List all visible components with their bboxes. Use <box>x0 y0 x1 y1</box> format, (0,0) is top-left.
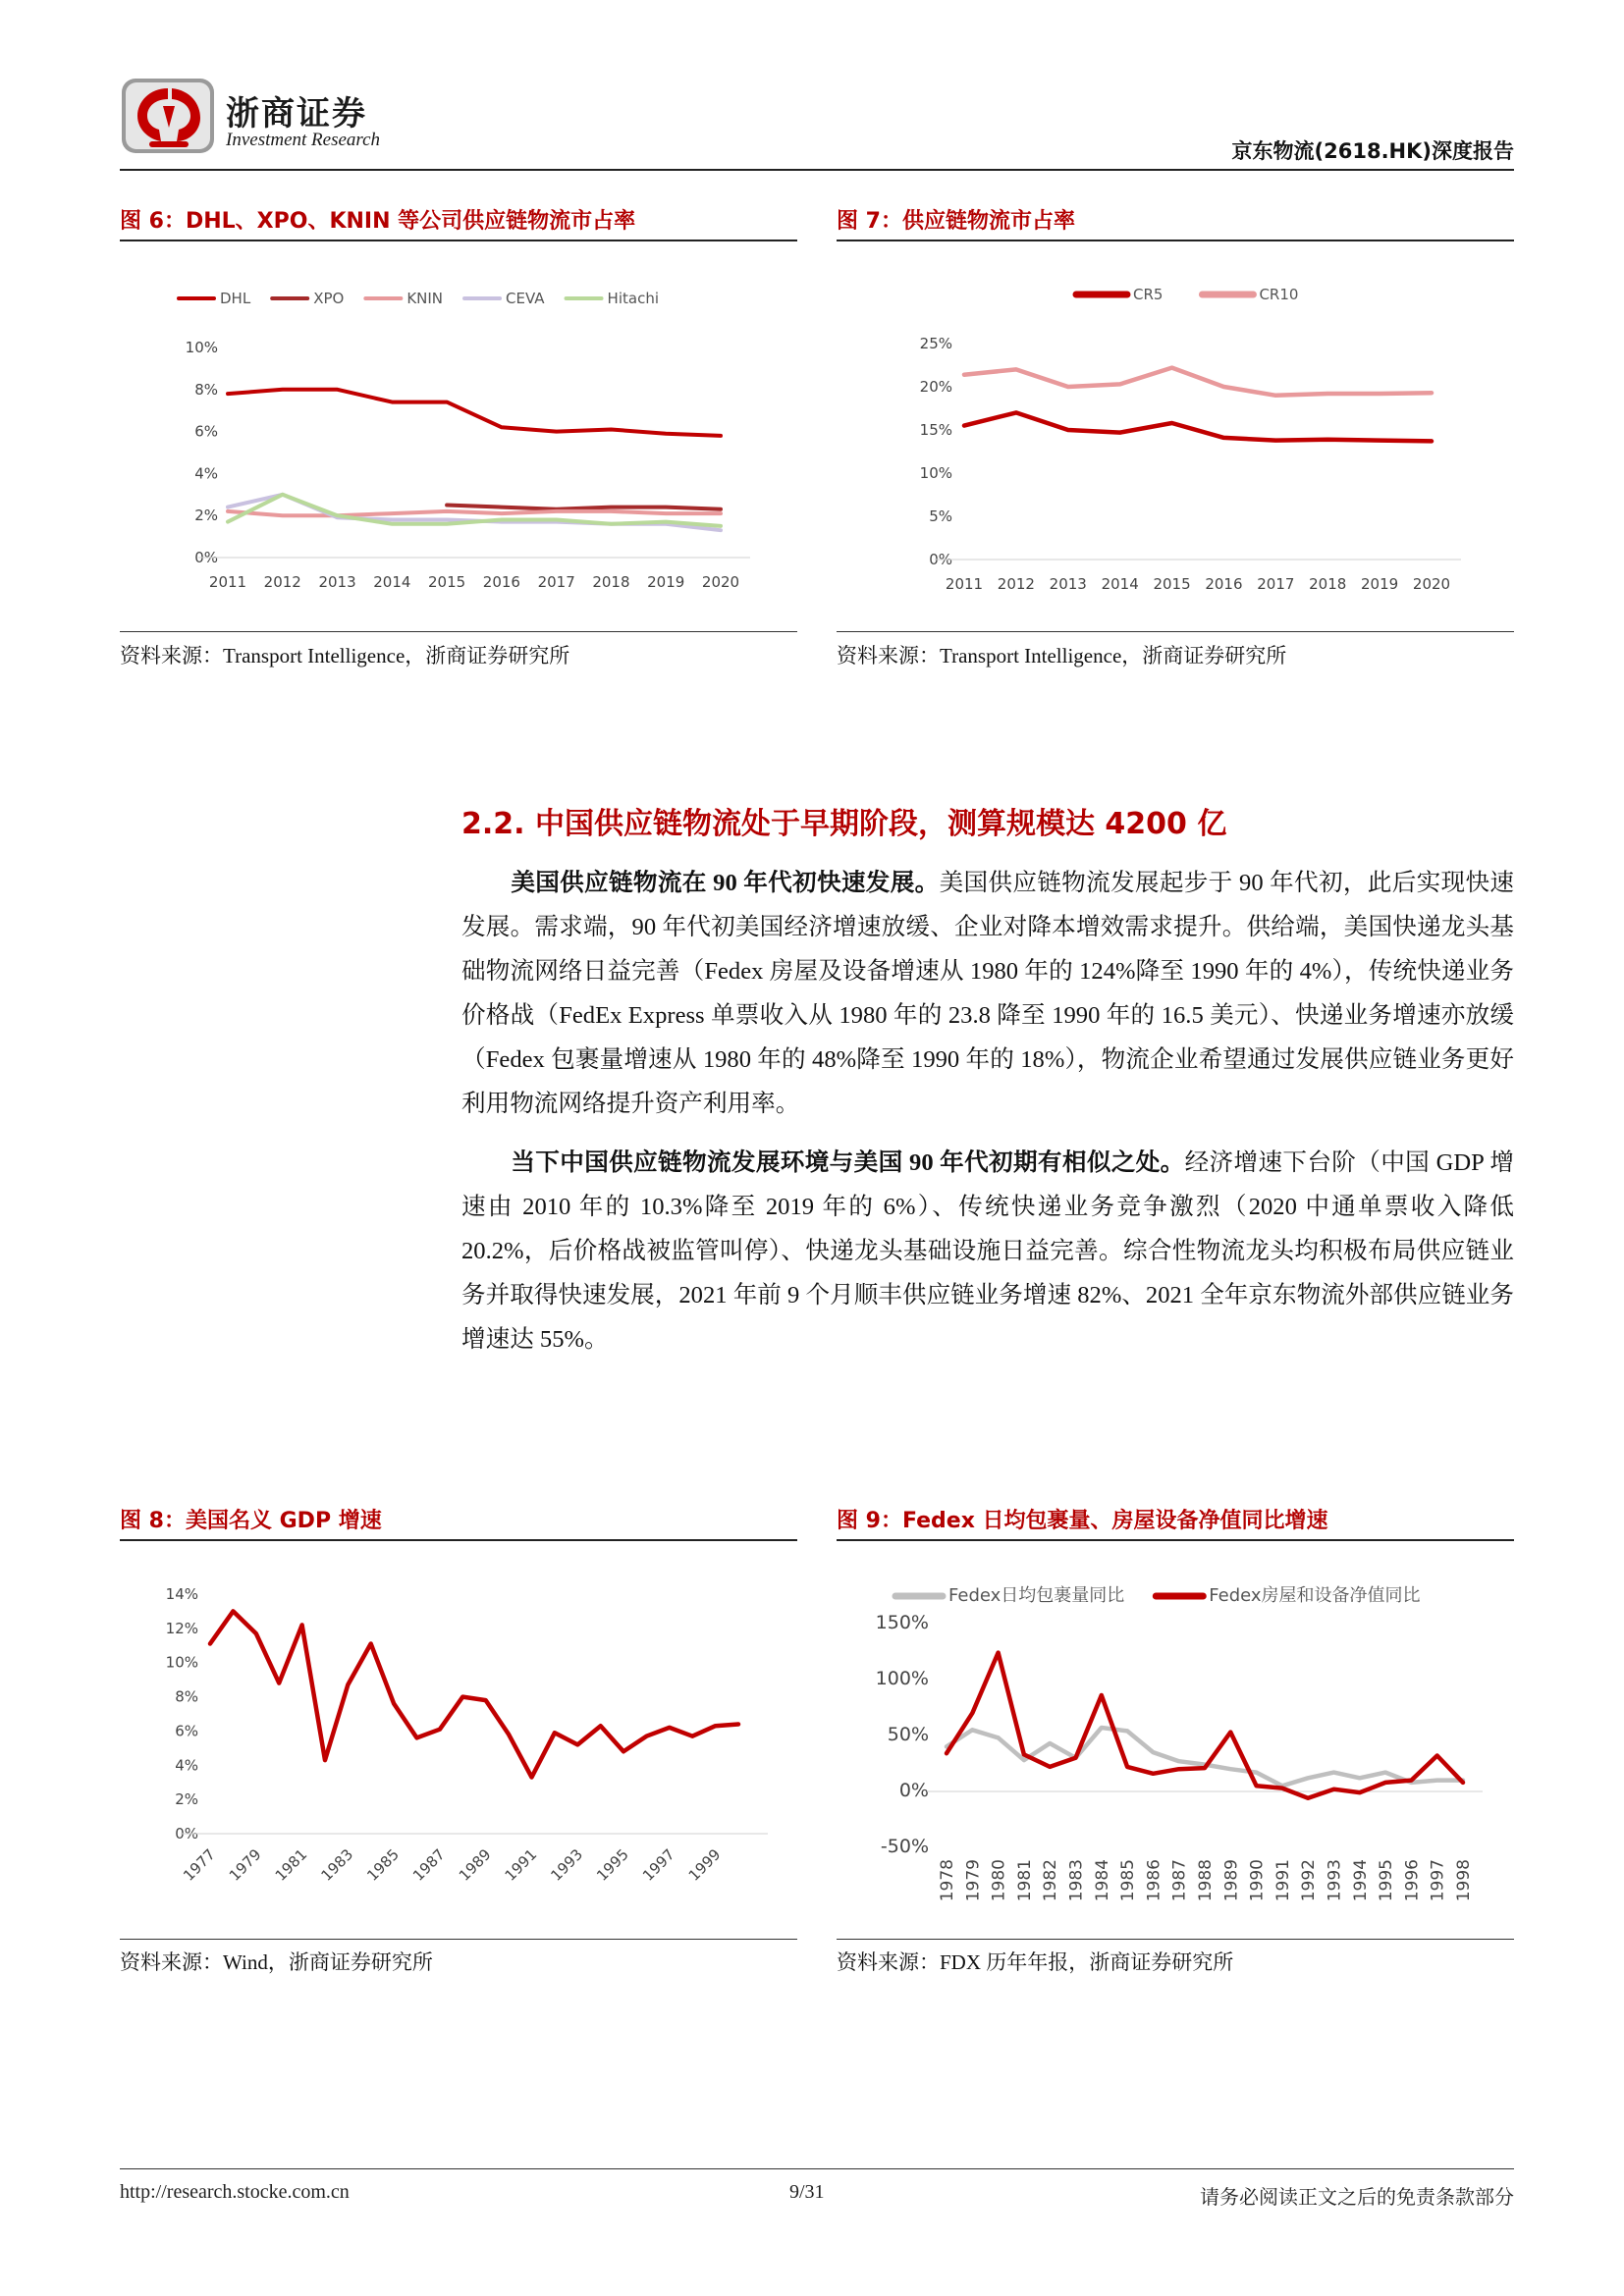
fig9-x-tick-label: 1980 <box>989 1859 1009 1902</box>
fig6-series-line <box>228 390 721 436</box>
paragraph-2-lead: 当下中国供应链物流发展环境与美国 90 年代初期有相似之处。 <box>511 1149 1185 1176</box>
fig8-x-tick-label: 1989 <box>455 1845 495 1885</box>
fig7-x-tick-label: 2014 <box>1101 575 1139 593</box>
fig9-x-tick-label: 1997 <box>1428 1859 1448 1902</box>
fig9-x-tick-label: 1998 <box>1454 1859 1474 1902</box>
fig7-series-line <box>964 412 1432 441</box>
fig6-y-tick-label: 2% <box>194 507 218 525</box>
fig9-source: 资料来源：FDX 历年年报，浙商证券研究所 <box>837 1950 1234 1974</box>
footer-divider <box>120 2168 1514 2169</box>
footer-disclaimer: 请务必阅读正文之后的免责条款部分 <box>1200 2187 1514 2209</box>
fig8-x-tick-label: 1987 <box>409 1845 449 1885</box>
fig8-x-tick-label: 1983 <box>317 1845 357 1885</box>
fig8-y-tick-label: 0% <box>175 1825 198 1842</box>
paragraph-2-body: 经济增速下台阶（中国 GDP 增速由 2010 年的 10.3%降至 2019 年的 6%）、传统快递业务竞争激烈（2020 中通单票收入降低 20.2%，后价格战被监管叫停）、快递龙头基础设施日益完善。综合性物流龙头均积极布局供应链业务并取得快速发展，2021 年前 9 个月顺丰供应链业务增速 82%、2021 全年京东物流外部供应链业务增速达 55%。 <box>461 1149 1514 1353</box>
fig6-legend-label: XPO <box>313 290 345 307</box>
brand-name-en: Investment Research <box>226 130 381 150</box>
fig6-series-line <box>447 506 721 509</box>
fig7-x-tick-label: 2013 <box>1049 575 1087 593</box>
fig6-y-tick-label: 4% <box>194 464 218 483</box>
fig9-x-tick-label: 1994 <box>1350 1859 1371 1902</box>
fig7-y-tick-label: 10% <box>919 464 952 482</box>
fig8-series-line <box>210 1611 738 1777</box>
fig7-x-tick-label: 2016 <box>1205 575 1243 593</box>
fig6-chart <box>120 243 797 621</box>
fig8-x-tick-label: 1979 <box>225 1845 265 1885</box>
fig7-bottom-rule <box>837 631 1514 632</box>
fig7-x-tick-label: 2018 <box>1309 575 1347 593</box>
fig6-legend-label: DHL <box>220 290 251 307</box>
fig8-x-tick-label: 1985 <box>363 1845 403 1885</box>
fig9-x-tick-label: 1992 <box>1299 1859 1320 1902</box>
fig9-chart <box>837 1543 1514 1936</box>
fig9-y-tick-label: -50% <box>880 1836 929 1857</box>
fig8-source: 资料来源：Wind，浙商证券研究所 <box>120 1950 433 1974</box>
paragraph-1-body: 美国供应链物流发展起步于 90 年代初，此后实现快速发展。需求端，90 年代初美国经济增速放缓、企业对降本增效需求提升。供给端，美国快递龙头基础物流网络日益完善（Fedex 房屋及设备增速从 1980 年的 124%降至 1990 年的 4%），传统快递业务价格战（FedEx Express 单票收入从 1980 年的 23.8 降至 1990 年的 16.5 美元）、快递业务增速亦放缓（Fedex 包裹量增速从 1980 年的 48%降至 1990 年的 18%），物流企业希望通过发展供应链业务更好利用物流网络提升资产利用率。 <box>461 870 1514 1117</box>
fig7-y-tick-label: 0% <box>929 551 952 568</box>
fig9-y-tick-label: 150% <box>875 1612 929 1633</box>
fig6-x-tick-label: 2020 <box>701 573 740 591</box>
fig9-x-tick-label: 1995 <box>1377 1859 1397 1902</box>
fig7-legend-label: CR5 <box>1133 286 1164 303</box>
fig7-legend-label: CR10 <box>1259 286 1299 303</box>
paragraph-1 <box>461 861 1514 1126</box>
fig7-x-tick-label: 2012 <box>997 575 1035 593</box>
fig6-legend-label: CEVA <box>506 290 545 307</box>
section-heading: 2.2. 中国供应链物流处于早期阶段，测算规模达 4200 亿 <box>461 807 1227 841</box>
footer-url[interactable]: http://research.stocke.com.cn <box>120 2181 350 2203</box>
fig7-y-tick-label: 15% <box>919 421 952 439</box>
fig8-bottom-rule <box>120 1939 797 1940</box>
fig7-x-tick-label: 2015 <box>1153 575 1191 593</box>
fig6-legend-label: Hitachi <box>607 290 659 307</box>
fig9-x-tick-label: 1985 <box>1118 1859 1139 1902</box>
fig7-x-tick-label: 2020 <box>1412 575 1451 593</box>
fig6-source: 资料来源：Transport Intelligence，浙商证券研究所 <box>120 644 570 667</box>
fig8-y-tick-label: 10% <box>165 1653 198 1672</box>
fig6-legend-label: KNIN <box>406 290 444 307</box>
fig9-title-rule <box>837 1539 1514 1541</box>
fig8-y-tick-label: 4% <box>175 1756 198 1775</box>
fig8-x-tick-label: 1981 <box>271 1845 311 1885</box>
report-title: 京东物流(2618.HK)深度报告 <box>1231 139 1514 163</box>
fig6-x-tick-label: 2018 <box>592 573 630 591</box>
fig9-title: 图 9：Fedex 日均包裹量、房屋设备净值同比增速 <box>837 1509 1328 1533</box>
fig6-x-tick-label: 2013 <box>318 573 356 591</box>
fig9-x-tick-label: 1982 <box>1041 1859 1061 1902</box>
fig9-x-tick-label: 1987 <box>1169 1859 1190 1902</box>
fig6-x-tick-label: 2014 <box>373 573 411 591</box>
fig9-x-tick-label: 1983 <box>1066 1859 1087 1902</box>
fig9-y-tick-label: 100% <box>875 1668 929 1689</box>
fig8-x-tick-label: 1995 <box>593 1845 632 1885</box>
fig9-y-tick-label: 0% <box>898 1780 929 1801</box>
fig8-y-tick-label: 14% <box>165 1585 198 1603</box>
fig9-x-tick-label: 1990 <box>1247 1859 1268 1902</box>
header-divider <box>120 169 1514 171</box>
fig7-y-tick-label: 5% <box>929 507 952 525</box>
fig9-series-line <box>947 1653 1463 1798</box>
fig6-y-tick-label: 8% <box>194 380 218 399</box>
fig9-legend-label: Fedex日均包裹量同比 <box>948 1585 1125 1606</box>
brand-name-cn: 浙商证券 <box>226 94 367 133</box>
fig8-x-tick-label: 1991 <box>501 1845 541 1885</box>
fig9-x-tick-label: 1981 <box>1014 1859 1035 1902</box>
fig9-y-tick-label: 50% <box>887 1724 929 1745</box>
fig9-x-tick-label: 1991 <box>1272 1859 1293 1902</box>
fig9-x-tick-label: 1988 <box>1196 1859 1216 1902</box>
fig7-x-tick-label: 2011 <box>945 575 984 593</box>
fig7-y-tick-label: 20% <box>919 378 952 396</box>
fig8-x-tick-label: 1999 <box>684 1845 725 1885</box>
fig6-x-tick-label: 2011 <box>208 573 247 591</box>
fig8-x-tick-label: 1993 <box>547 1845 587 1885</box>
fig6-y-tick-label: 6% <box>194 422 218 441</box>
paragraph-1-lead: 美国供应链物流在 90 年代初快速发展。 <box>511 870 940 896</box>
fig9-legend-label: Fedex房屋和设备净值同比 <box>1209 1585 1421 1606</box>
fig6-series-line <box>228 511 721 515</box>
fig6-x-tick-label: 2017 <box>537 573 575 591</box>
fig6-x-tick-label: 2016 <box>482 573 520 591</box>
fig9-x-tick-label: 1986 <box>1144 1859 1164 1902</box>
fig6-bottom-rule <box>120 631 797 632</box>
fig8-chart <box>120 1543 797 1936</box>
fig6-x-tick-label: 2015 <box>428 573 466 591</box>
page-number: 9/31 <box>789 2181 825 2203</box>
paragraph-2 <box>461 1141 1514 1362</box>
fig7-y-tick-label: 25% <box>919 335 952 352</box>
fig6-x-tick-label: 2012 <box>263 573 301 591</box>
fig6-x-tick-label: 2019 <box>647 573 685 591</box>
fig9-x-tick-label: 1989 <box>1221 1859 1242 1902</box>
fig7-series-line <box>964 368 1432 396</box>
fig7-source: 资料来源：Transport Intelligence，浙商证券研究所 <box>837 644 1287 667</box>
fig7-title-rule <box>837 240 1514 241</box>
fig6-series-line <box>228 495 721 526</box>
fig8-x-tick-label: 1977 <box>180 1845 219 1885</box>
fig9-bottom-rule <box>837 1939 1514 1940</box>
fig7-x-tick-label: 2019 <box>1361 575 1399 593</box>
company-logo <box>120 77 218 157</box>
fig6-title: 图 6：DHL、XPO、KNIN 等公司供应链物流市占率 <box>120 209 636 234</box>
fig9-x-tick-label: 1978 <box>938 1859 957 1902</box>
fig8-y-tick-label: 2% <box>175 1790 198 1809</box>
fig8-x-tick-label: 1997 <box>638 1845 678 1885</box>
fig9-x-tick-label: 1996 <box>1402 1859 1423 1902</box>
fig6-title-rule <box>120 240 797 241</box>
fig8-y-tick-label: 6% <box>175 1722 198 1740</box>
fig8-y-tick-label: 8% <box>175 1687 198 1706</box>
fig8-y-tick-label: 12% <box>165 1619 198 1637</box>
fig9-x-tick-label: 1984 <box>1092 1859 1112 1902</box>
fig9-x-tick-label: 1993 <box>1325 1859 1345 1902</box>
fig8-title: 图 8：美国名义 GDP 增速 <box>120 1509 382 1533</box>
fig7-chart <box>837 243 1514 621</box>
fig6-y-tick-label: 0% <box>194 549 218 566</box>
fig7-title: 图 7：供应链物流市占率 <box>837 209 1075 234</box>
fig8-title-rule <box>120 1539 797 1541</box>
fig9-x-tick-label: 1979 <box>963 1859 984 1902</box>
fig7-x-tick-label: 2017 <box>1257 575 1295 593</box>
fig6-y-tick-label: 10% <box>185 339 218 356</box>
